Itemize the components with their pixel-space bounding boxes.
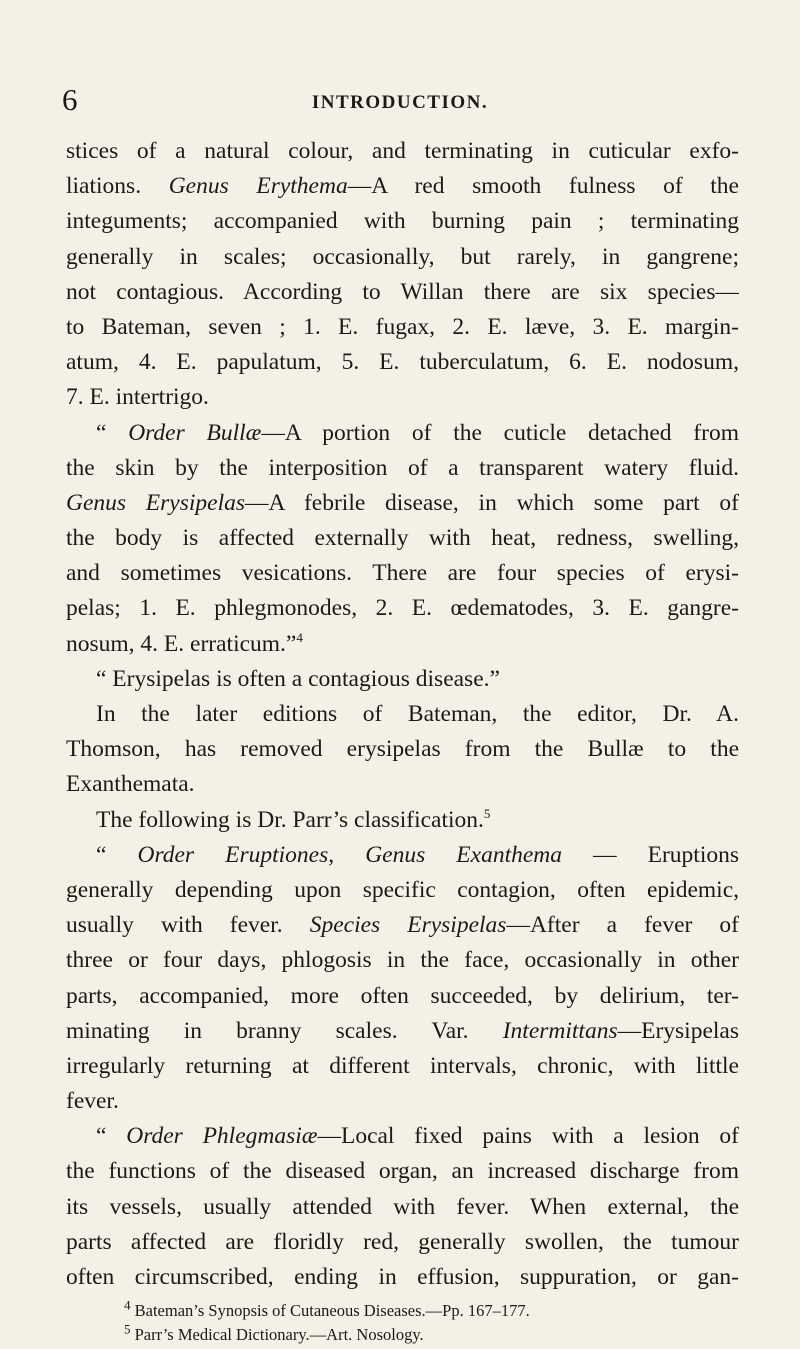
text-line (66, 556, 739, 591)
text-run: “ (96, 419, 129, 446)
text-line (66, 275, 739, 310)
footnote-ref: 4 (296, 629, 303, 645)
text-run: often circumscribed, ending in effusion, suppuration, or gan- (66, 1264, 739, 1290)
footnote-mark: 5 (124, 1321, 131, 1337)
italic-term: Order Phlegmasiæ (126, 1123, 318, 1150)
text-run: nosum, 4. E. erraticum.” (66, 630, 297, 657)
text-line (66, 380, 739, 415)
text-run: —A portion of the cuticle detached from (261, 419, 739, 446)
page-header (62, 82, 738, 122)
text-run: irregularly returning at different intervals, chronic, with little (66, 1052, 739, 1079)
text-run: “ (96, 841, 138, 868)
text-run: Thomson, has removed erysipelas from the Bullæ to the (66, 736, 739, 763)
text-run: generally in scales; occasionally, but rarely, in gangrene; (66, 243, 739, 270)
text-line (66, 416, 739, 451)
text-run: —Local fixed pains with a lesion of (317, 1123, 739, 1150)
text-line (66, 873, 739, 908)
italic-term: Intermittans (502, 1017, 618, 1044)
text-line (66, 134, 739, 169)
text-run: “ (96, 1123, 127, 1150)
body-text (66, 134, 739, 1347)
text-run: minating in branny scales. Var. (66, 1017, 503, 1044)
text-line (66, 732, 739, 767)
text-run: — Eruptions (562, 841, 739, 868)
text-line (66, 767, 739, 802)
text-line (66, 1260, 739, 1295)
text-line (66, 310, 739, 345)
text-run: the skin by the interposition of a transparent watery fluid. (66, 454, 739, 481)
text-line (66, 1119, 739, 1154)
text-run: The following is Dr. Parr’s classification. (96, 806, 484, 833)
text-run: its vessels, usually attended with fever. When external, the (66, 1193, 739, 1220)
text-line (66, 169, 739, 204)
text-line (66, 838, 739, 873)
text-run: generally depending upon specific contagion, often epidemic, (66, 876, 739, 903)
text-line (66, 803, 739, 838)
footnote (66, 1299, 739, 1323)
text-line (66, 486, 739, 521)
text-line (66, 240, 739, 275)
text-line (66, 697, 739, 732)
text-run: —After a fever of (506, 912, 739, 939)
footnotes (66, 1299, 739, 1347)
text-run: the body is affected externally with heat, redness, swelling, (66, 525, 739, 552)
text-line (66, 1014, 739, 1049)
italic-term: Genus Erythema (168, 173, 348, 200)
text-run: parts, accompanied, more often succeeded, by delirium, ter- (66, 982, 739, 1009)
text-line (66, 451, 739, 486)
text-line (66, 591, 739, 626)
text-line (66, 908, 739, 943)
text-line (66, 204, 739, 239)
text-run: and sometimes vesications. There are four species of erysi- (66, 560, 739, 587)
text-run: fever. (66, 1088, 119, 1115)
text-run: stices of a natural colour, and terminating in cuticular exfo- (66, 138, 739, 164)
running-head: INTRODUCTION. (311, 92, 489, 113)
italic-term: Genus Erysipelas (66, 489, 246, 516)
italic-term: Order Bullæ (128, 419, 262, 446)
text-line (66, 1084, 739, 1119)
footnote (66, 1323, 739, 1347)
text-run: Exanthemata. (66, 771, 195, 798)
text-run: not contagious. According to Willan there are six species— (66, 278, 739, 305)
text-run: In the later editions of Bateman, the editor, Dr. A. (96, 701, 739, 727)
text-run: atum, 4. E. papulatum, 5. E. tuberculatum, 6. E. nodosum, (66, 349, 739, 376)
text-line (66, 662, 739, 697)
text-run: usually with fever. (66, 912, 310, 939)
text-run: 7. E. intertrigo. (66, 384, 209, 411)
page-number: 6 (62, 82, 78, 117)
footnote-text: Bateman’s Synopsis of Cutaneous Diseases.—Pp. 167–177. (130, 1301, 530, 1321)
text-line (66, 979, 739, 1014)
text-run: integuments; accompanied with burning pain ; terminating (66, 208, 739, 235)
text-line (66, 627, 739, 662)
text-line (66, 521, 739, 556)
text-run: —Erysipelas (617, 1017, 739, 1044)
footnote-mark: 4 (124, 1297, 131, 1313)
text-run: parts affected are floridly red, generally swollen, the tumour (66, 1228, 739, 1255)
text-run: “ Erysipelas is often a contagious disease.” (96, 665, 500, 692)
text-run: pelas; 1. E. phlegmonodes, 2. E. œdematodes, 3. E. gangre- (66, 595, 739, 622)
text-line (66, 1154, 739, 1189)
text-run: —A red smooth fulness of the (347, 173, 739, 200)
text-line (66, 345, 739, 380)
text-run: —A febrile disease, in which some part of (245, 489, 739, 516)
footnote-ref: 5 (483, 805, 491, 821)
italic-term: Order Eruptiones, Genus Exanthema (137, 841, 563, 868)
text-run: to Bateman, seven ; 1. E. fugax, 2. E. læve, 3. E. margin- (66, 313, 739, 340)
text-run: liations. (66, 173, 169, 200)
text-run: three or four days, phlogosis in the face, occasionally in other (66, 947, 739, 974)
footnote-text: Parr’s Medical Dictionary.—Art. Nosology. (130, 1325, 424, 1345)
text-line (66, 1225, 739, 1260)
text-line (66, 1049, 739, 1084)
text-line (66, 943, 739, 978)
text-run: the functions of the diseased organ, an increased discharge from (66, 1158, 739, 1185)
text-line (66, 1190, 739, 1225)
italic-term: Species Erysipelas (309, 912, 507, 939)
